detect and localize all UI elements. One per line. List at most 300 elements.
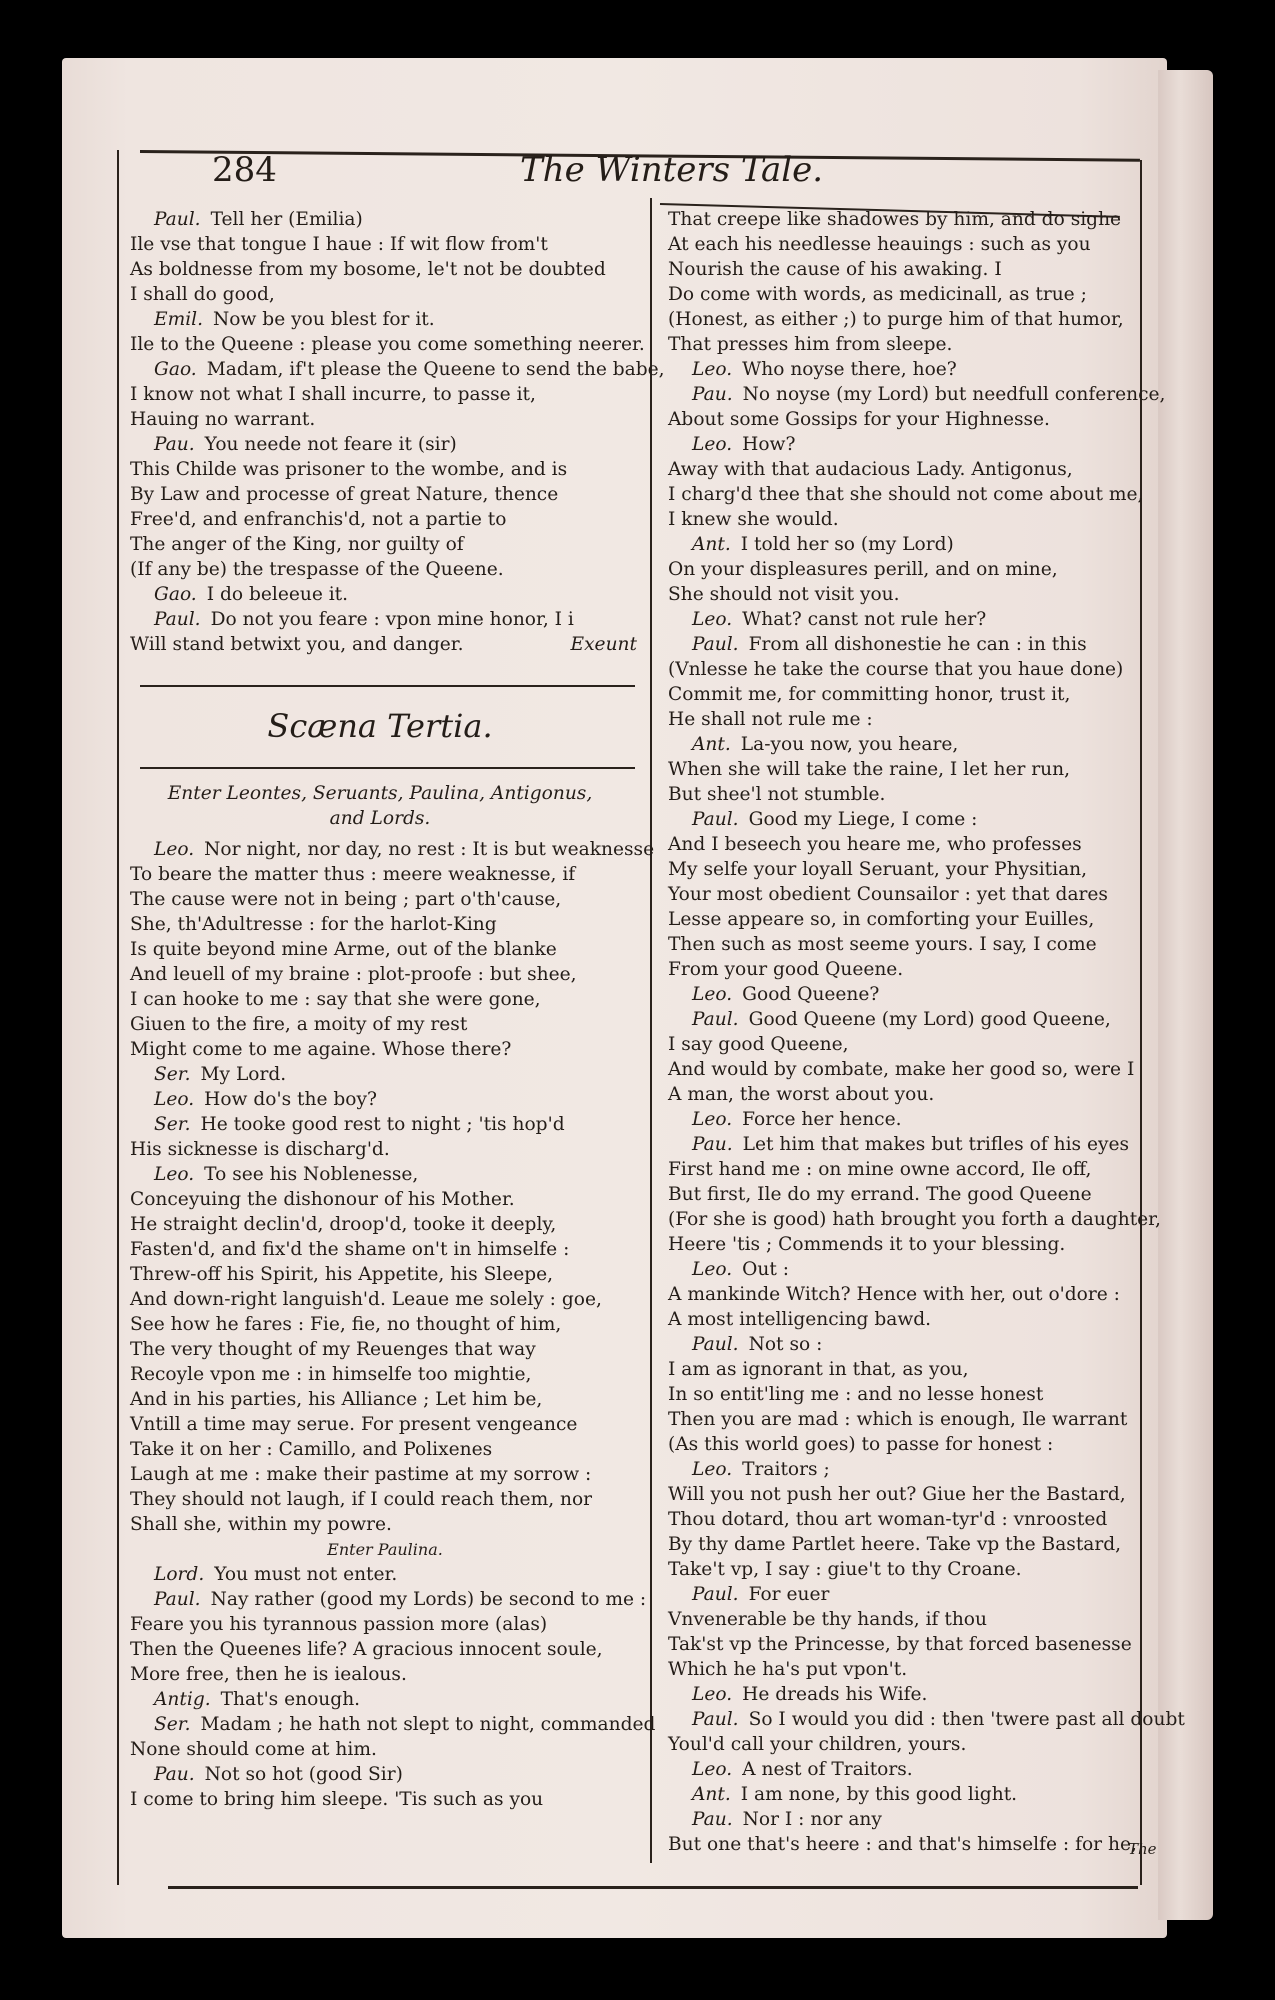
line-text: Good Queene (my Lord) good Queene, [748, 1009, 1111, 1030]
text-line [668, 932, 1148, 957]
line-text: I am none, by this good light. [740, 1784, 1018, 1805]
line-text: Free'd, and enfranchis'd, not a partie to [130, 509, 507, 530]
line-text: Will stand betwixt you, and danger. [130, 634, 464, 655]
line-text: He straight declin'd, droop'd, tooke it deeply, [130, 1214, 557, 1235]
text-line [130, 1612, 645, 1637]
line-text: The anger of the King, nor guilty of [130, 534, 464, 555]
text-line [130, 1737, 645, 1762]
text-line [130, 1087, 645, 1112]
text-line [130, 207, 645, 232]
speaker-name: Pau. [692, 1134, 733, 1155]
text-line [668, 982, 1148, 1007]
line-text: And would by combate, make her good so, were I [668, 1059, 1135, 1080]
text-line [668, 557, 1148, 582]
text-line [130, 1637, 645, 1662]
line-text: Traitors ; [742, 1459, 830, 1480]
text-line [668, 582, 1148, 607]
text-line [130, 1012, 645, 1037]
speaker-name: Gao. [154, 359, 197, 380]
text-line [130, 507, 645, 532]
text-line [130, 1262, 645, 1287]
speaker-name: Leo. [692, 1259, 733, 1280]
line-text: Heere 'tis ; Commends it to your blessing. [668, 1234, 1066, 1255]
line-text: So I would you did : then 'twere past all doubt [748, 1709, 1185, 1730]
text-line [130, 1187, 645, 1212]
speaker-name: Leo. [692, 984, 733, 1005]
text-line [668, 382, 1166, 407]
line-text: Might come to me againe. Whose there? [130, 1039, 512, 1060]
speaker-name: Paul. [692, 1709, 739, 1730]
line-text: She should not visit you. [668, 584, 900, 605]
line-text: He shall not rule me : [668, 709, 873, 730]
line-text: Giuen to the fire, a moity of my rest [130, 1014, 468, 1035]
line-text: A most intelligencing bawd. [668, 1309, 932, 1330]
text-line [130, 1237, 645, 1262]
text-line [668, 1657, 1148, 1682]
text-line [668, 1107, 1148, 1132]
line-text: (As this world goes) to passe for honest : [668, 1434, 1054, 1455]
speaker-name: Paul. [154, 1589, 201, 1610]
line-text: La-you now, you heare, [740, 734, 959, 755]
text-line [668, 607, 1148, 632]
text-line [130, 1287, 645, 1312]
line-text: On your displeasures perill, and on mine, [668, 559, 1058, 580]
text-line [130, 232, 645, 257]
text-line [668, 757, 1148, 782]
text-line [130, 1762, 645, 1787]
speaker-name: Pau. [154, 434, 195, 455]
line-text: Which he ha's put vpon't. [668, 1659, 908, 1680]
line-text: First hand me : on mine owne accord, Ile off, [668, 1159, 1092, 1180]
line-text: Hauing no warrant. [130, 409, 316, 430]
speaker-name: Paul. [692, 634, 739, 655]
text-line [668, 432, 1148, 457]
text-line [668, 732, 1148, 757]
line-text: Thou dotard, thou art woman-tyr'd : vnroosted [668, 1509, 1108, 1530]
line-text: I told her so (my Lord) [740, 534, 954, 555]
line-text: Ile vse that tongue I haue : If wit flow from't [130, 234, 548, 255]
text-line [668, 1707, 1185, 1732]
text-line [668, 1207, 1161, 1232]
line-text: Tell her (Emilia) [210, 209, 363, 230]
line-text: Recoyle vpon me : in himselfe too mightie, [130, 1364, 532, 1385]
line-text: And I beseech you heare me, who professes [668, 834, 1082, 855]
line-text: Nor night, nor day, no rest : It is but weaknesse [204, 839, 655, 860]
speaker-name: Pau. [692, 384, 733, 405]
left-column [130, 207, 665, 1812]
line-text: A nest of Traitors. [742, 1759, 913, 1780]
line-text: As boldnesse from my bosome, le't not be doubted [130, 259, 606, 280]
speaker-name: Paul. [692, 809, 739, 830]
text-line [130, 1712, 656, 1737]
line-text: How? [742, 434, 796, 455]
scene-rule-bottom [140, 767, 635, 769]
text-line [130, 887, 645, 912]
text-line [668, 682, 1148, 707]
speaker-name: Ser. [154, 1064, 191, 1085]
line-text: My selfe your loyall Seruant, your Physitian, [668, 859, 1088, 880]
text-line [130, 937, 645, 962]
text-line [130, 1512, 645, 1537]
speaker-name: Lord. [154, 1564, 205, 1585]
line-text: (If any be) the trespasse of the Queene. [130, 559, 504, 580]
text-line [130, 1312, 645, 1337]
text-line [130, 282, 645, 307]
text-line [668, 482, 1148, 507]
line-text: Tak'st vp the Princesse, by that forced basenesse [668, 1634, 1132, 1655]
line-text: By thy dame Partlet heere. Take vp the Bastard, [668, 1534, 1122, 1555]
line-text: Shall she, within my powre. [130, 1514, 392, 1535]
text-line [668, 1307, 1148, 1332]
text-line [130, 1162, 645, 1187]
line-text: Is quite beyond mine Arme, out of the blanke [130, 939, 557, 960]
text-line [668, 1557, 1148, 1582]
line-text: At each his needlesse heauings : such as you [668, 234, 1091, 255]
scene-title: Scæna Tertia. [267, 707, 493, 745]
speaker-name: Paul. [154, 209, 201, 230]
dialogue-block-1 [130, 207, 665, 657]
line-text: Force her hence. [742, 1109, 902, 1130]
text-line [130, 962, 645, 987]
text-line [668, 1457, 1148, 1482]
text-line [668, 1807, 1148, 1832]
line-text: That creepe like shadowes by him, and do sighe [668, 209, 1122, 230]
line-text: That's enough. [220, 1689, 361, 1710]
line-text: Good my Liege, I come : [748, 809, 978, 830]
text-line [668, 257, 1148, 282]
line-text: That presses him from sleepe. [668, 334, 953, 355]
line-text: Lesse appeare so, in comforting your Euilles, [668, 909, 1095, 930]
line-text: Then such as most seeme yours. I say, I come [668, 934, 1097, 955]
line-text: (Honest, as either ;) to purge him of that humor, [668, 309, 1124, 330]
text-line [668, 957, 1148, 982]
speaker-name: Ant. [692, 534, 731, 555]
text-line [130, 432, 645, 457]
line-text: Commit me, for committing honor, trust it, [668, 684, 1071, 705]
text-line [668, 1832, 1148, 1857]
line-text: Youl'd call your children, yours. [668, 1734, 967, 1755]
line-text: I charg'd thee that she should not come about me, [668, 484, 1144, 505]
text-line [130, 457, 645, 482]
line-text: Nor I : nor any [742, 1809, 882, 1830]
text-line [668, 1532, 1148, 1557]
line-text: Good Queene? [742, 984, 880, 1005]
line-text: To beare the matter thus : meere weaknesse, if [130, 864, 576, 885]
speaker-name: Leo. [692, 1759, 733, 1780]
line-text: He tooke good rest to night ; 'tis hop'd [200, 1114, 565, 1135]
text-line [668, 632, 1148, 657]
line-text: And down-right languish'd. Leaue me solely : goe, [130, 1289, 602, 1310]
line-text: Conceyuing the dishonour of his Mother. [130, 1189, 515, 1210]
text-line [130, 1337, 645, 1362]
line-text: A mankinde Witch? Hence with her, out o'dore : [668, 1284, 1120, 1305]
text-line [668, 1582, 1148, 1607]
text-line [668, 357, 1148, 382]
text-line [668, 407, 1148, 432]
text-line [130, 582, 645, 607]
text-line [130, 407, 645, 432]
text-line [668, 1432, 1148, 1457]
text-line [130, 1387, 645, 1412]
speaker-name: Paul. [692, 1584, 739, 1605]
speaker-name: Ser. [154, 1714, 191, 1735]
line-text: (Vnlesse he take the course that you haue done) [668, 659, 1124, 680]
text-line [130, 1462, 645, 1487]
text-line [668, 1282, 1148, 1307]
line-text: Feare you his tyrannous passion more (alas) [130, 1614, 548, 1635]
text-line [668, 1007, 1148, 1032]
text-line [668, 1182, 1148, 1207]
line-text: Vntill a time may serue. For present vengeance [130, 1414, 578, 1435]
text-line [668, 457, 1148, 482]
line-text: How do's the boy? [204, 1089, 377, 1110]
text-line [130, 482, 645, 507]
text-line [668, 1782, 1148, 1807]
text-line [668, 1757, 1148, 1782]
line-text: For euer [748, 1584, 830, 1605]
line-text: This Childe was prisoner to the wombe, and is [130, 459, 568, 480]
text-line [130, 1112, 645, 1137]
line-text: More free, then he is iealous. [130, 1664, 407, 1685]
line-text: Threw-off his Spirit, his Appetite, his Sleepe, [130, 1264, 554, 1285]
line-text: I can hooke to me : say that she were gone, [130, 989, 541, 1010]
text-line [130, 837, 655, 862]
line-text: When she will take the raine, I let her run, [668, 759, 1071, 780]
line-text: I do beleeue it. [206, 584, 349, 605]
text-line [668, 282, 1148, 307]
text-line [668, 657, 1148, 682]
text-line [668, 232, 1148, 257]
line-text: Madam ; he hath not slept to night, commanded [200, 1714, 656, 1735]
text-line [130, 1587, 645, 1612]
speaker-name: Leo. [692, 359, 733, 380]
line-text: None should come at him. [130, 1739, 377, 1760]
line-text: Ile to the Queene : please you come something neerer. [130, 334, 645, 355]
text-line [668, 1407, 1148, 1432]
text-line [130, 1787, 645, 1812]
text-line [668, 1232, 1148, 1257]
line-text: Do not you feare : vpon mine honor, I i [210, 609, 574, 630]
line-text: Take't vp, I say : giue't to thy Croane. [668, 1559, 1022, 1580]
speaker-name: Leo. [154, 839, 195, 860]
text-line [668, 1057, 1148, 1082]
text-line [668, 1357, 1148, 1382]
line-text: I say good Queene, [668, 1034, 849, 1055]
text-line [668, 1032, 1148, 1057]
text-line [130, 307, 645, 332]
text-line [130, 1412, 645, 1437]
text-line [668, 707, 1148, 732]
text-line [668, 507, 1148, 532]
text-line [668, 1682, 1148, 1707]
text-line [130, 632, 645, 657]
text-line [668, 1607, 1148, 1632]
text-line [668, 782, 1148, 807]
text-line [668, 307, 1148, 332]
text-line [668, 882, 1148, 907]
line-text: About some Gossips for your Highnesse. [668, 409, 1050, 430]
frame-left-rule [117, 150, 119, 1885]
speaker-name: Leo. [692, 434, 733, 455]
stage-direction-enter: Enter Paulina. [327, 1540, 443, 1559]
line-text: I know not what I shall incurre, to passe it, [130, 384, 536, 405]
dialogue-block-right [668, 207, 1185, 1857]
line-text: Not so hot (good Sir) [204, 1764, 403, 1785]
line-text: And leuell of my braine : plot-proofe : but shee, [130, 964, 577, 985]
line-text: Nay rather (good my Lords) be second to me : [210, 1589, 647, 1610]
line-text: I knew she would. [668, 509, 839, 530]
line-text: But one that's heere : and that's himselfe : for he, [668, 1834, 1137, 1855]
speaker-name: Leo. [154, 1089, 195, 1110]
text-line [130, 532, 645, 557]
speaker-name: Antig. [154, 1689, 211, 1710]
line-text: But first, Ile do my errand. The good Queene [668, 1184, 1092, 1205]
right-column [668, 207, 1185, 1857]
line-text: Will you not push her out? Giue her the Bastard, [668, 1484, 1126, 1505]
text-line [668, 1482, 1148, 1507]
text-line [668, 1732, 1148, 1757]
line-text: Then the Queenes life? A gracious innocent soule, [130, 1639, 603, 1660]
text-line [668, 807, 1148, 832]
speaker-name: Paul. [692, 1334, 739, 1355]
line-text: Let him that makes but trifles of his eyes [742, 1134, 1130, 1155]
running-head: The Winters Tale. [520, 150, 824, 190]
page-edge [1158, 70, 1213, 1920]
scene-rule-top [140, 685, 635, 687]
line-text: I am as ignorant in that, as you, [668, 1359, 969, 1380]
line-text: They should not laugh, if I could reach them, nor [130, 1489, 593, 1510]
line-text: I shall do good, [130, 284, 275, 305]
text-line [130, 987, 645, 1012]
dialogue-block-2 [130, 837, 655, 1537]
line-text: See how he fares : Fie, fie, no thought of him, [130, 1314, 562, 1335]
line-text: What? canst not rule her? [742, 609, 987, 630]
text-line [130, 1662, 645, 1687]
line-text: You must not enter. [214, 1564, 398, 1585]
text-line [130, 1037, 645, 1062]
speaker-name: Leo. [692, 1459, 733, 1480]
text-line [130, 862, 645, 887]
text-line [668, 1382, 1148, 1407]
speaker-name: Emil. [154, 309, 204, 330]
line-text: In so entit'ling me : and no lesse honest [668, 1384, 1044, 1405]
text-line [668, 1157, 1148, 1182]
speaker-name: Paul. [154, 609, 201, 630]
speaker-name: Leo. [692, 1684, 733, 1705]
text-line [130, 1137, 645, 1162]
stage-direction-line: Enter Leontes, Seruants, Paulina, Antigonus, [167, 783, 593, 804]
speaker-name: Paul. [692, 1009, 739, 1030]
line-text: A man, the worst about you. [668, 1084, 935, 1105]
dialogue-block-3 [130, 1562, 656, 1812]
line-text: Vnvenerable be thy hands, if thou [668, 1609, 987, 1630]
speaker-name: Leo. [692, 609, 733, 630]
line-text: From your good Queene. [668, 959, 904, 980]
text-line [668, 1082, 1148, 1107]
line-text: By Law and processe of great Nature, thence [130, 484, 559, 505]
page-number: 284 [212, 150, 277, 190]
text-line [130, 1362, 645, 1387]
text-line [130, 1437, 645, 1462]
speaker-name: Leo. [692, 1109, 733, 1130]
line-text: Not so : [748, 1334, 823, 1355]
text-line [668, 1332, 1148, 1357]
line-text: The very thought of my Reuenges that way [130, 1339, 536, 1360]
text-line [130, 1212, 645, 1237]
line-text: Laugh at me : make their pastime at my sorrow : [130, 1464, 592, 1485]
speaker-name: Leo. [154, 1164, 195, 1185]
line-text: I come to bring him sleepe. 'Tis such as you [130, 1789, 544, 1810]
speaker-name: Ser. [154, 1114, 191, 1135]
line-text: The cause were not in being ; part o'th'cause, [130, 889, 562, 910]
text-line [130, 607, 645, 632]
text-line [130, 332, 645, 357]
text-line [668, 857, 1148, 882]
line-text: Do come with words, as medicinall, as true ; [668, 284, 1087, 305]
line-text: Fasten'd, and fix'd the shame on't in himselfe : [130, 1239, 570, 1260]
text-line [668, 207, 1148, 232]
line-text: And in his parties, his Alliance ; Let him be, [130, 1389, 543, 1410]
line-text: Who noyse there, hoe? [742, 359, 957, 380]
speaker-name: Gao. [154, 584, 197, 605]
text-line [668, 532, 1148, 557]
column-divider [650, 198, 652, 1863]
text-line [668, 907, 1148, 932]
line-text: (For she is good) hath brought you forth a daughter, [668, 1209, 1161, 1230]
text-line [130, 1487, 645, 1512]
line-text: Away with that audacious Lady. Antigonus, [668, 459, 1073, 480]
text-line [130, 1562, 645, 1587]
line-text: No noyse (my Lord) but needfull conference, [742, 384, 1166, 405]
line-text: Madam, if't please the Queene to send the babe, [206, 359, 665, 380]
line-text: Now be you blest for it. [213, 309, 435, 330]
line-text: To see his Noblenesse, [204, 1164, 419, 1185]
line-text: My Lord. [200, 1064, 287, 1085]
line-text: He dreads his Wife. [742, 1684, 928, 1705]
line-text: Take it on her : Camillo, and Polixenes [130, 1439, 493, 1460]
line-text: Nourish the cause of his awaking. I [668, 259, 1002, 280]
line-text: Then you are mad : which is enough, Ile warrant [668, 1409, 1128, 1430]
text-line [668, 1507, 1148, 1532]
line-text: She, th'Adultresse : for the harlot-King [130, 914, 497, 935]
text-line [668, 332, 1148, 357]
bottom-rule [168, 1886, 1138, 1889]
text-line [130, 382, 645, 407]
exit-direction: Exeunt [570, 634, 637, 655]
text-line [668, 1257, 1148, 1282]
speaker-name: Ant. [692, 734, 731, 755]
line-text: You neede not feare it (sir) [204, 434, 457, 455]
speaker-name: Pau. [692, 1809, 733, 1830]
text-line [130, 257, 645, 282]
line-text: But shee'l not stumble. [668, 784, 886, 805]
line-text: Out : [742, 1259, 790, 1280]
text-line [130, 557, 645, 582]
text-line [668, 832, 1148, 857]
speaker-name: Pau. [154, 1764, 195, 1785]
stage-direction-line: and Lords. [329, 808, 431, 829]
line-text: Your most obedient Counsailor : yet that dares [668, 884, 1108, 905]
text-line [668, 1132, 1148, 1157]
line-text: From all dishonestie he can : in this [748, 634, 1087, 655]
catchword: The [1128, 1840, 1157, 1858]
text-line [668, 1632, 1148, 1657]
text-line [130, 912, 645, 937]
text-line [130, 1062, 645, 1087]
text-line [130, 1687, 645, 1712]
text-line [130, 357, 665, 382]
line-text: His sicknesse is discharg'd. [130, 1139, 390, 1160]
